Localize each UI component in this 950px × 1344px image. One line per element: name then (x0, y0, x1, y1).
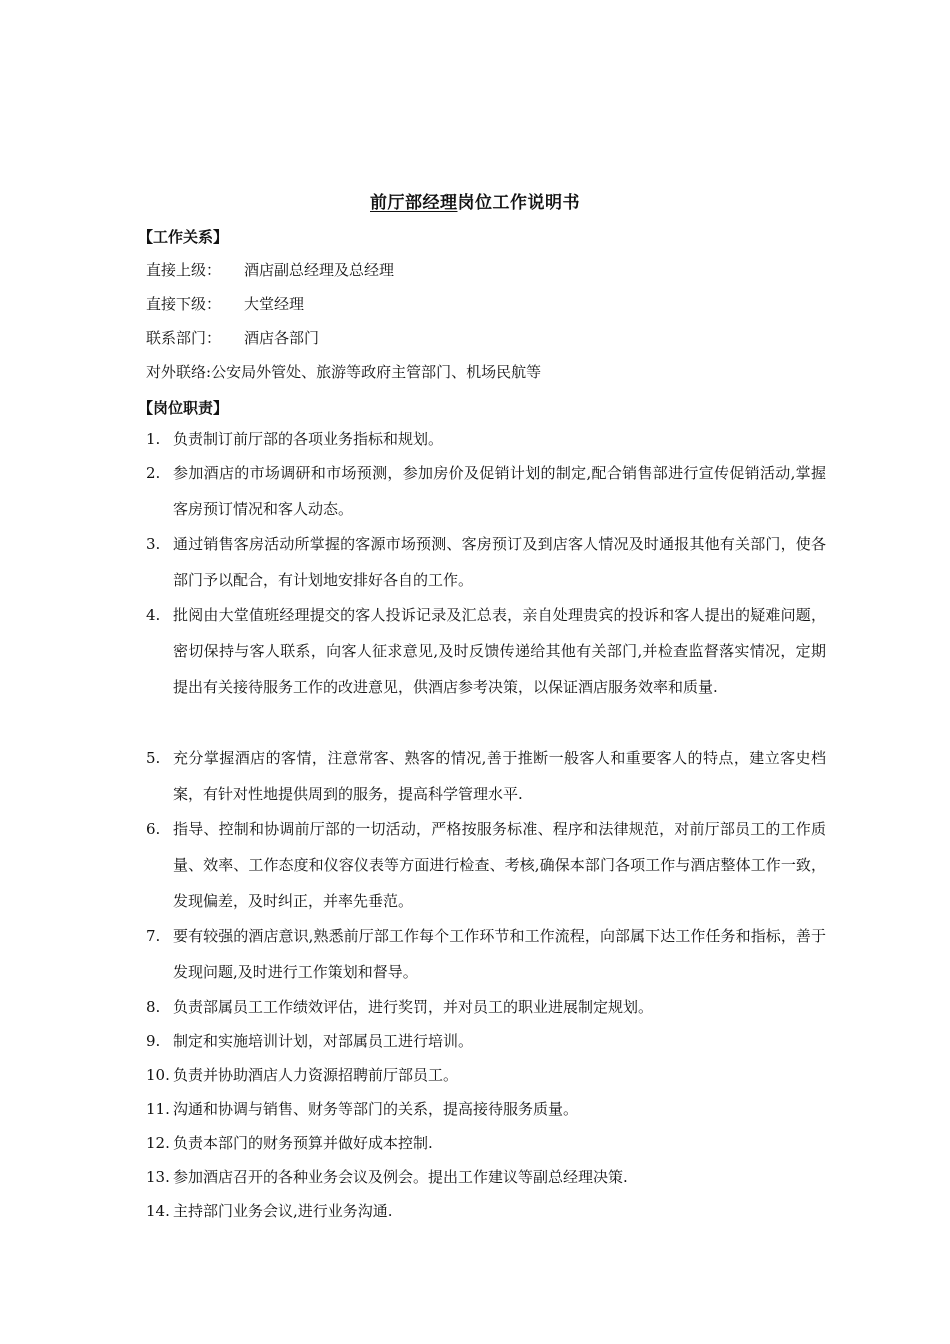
duty-number: 12. (146, 1134, 170, 1152)
title-underlined-part: 前厅部经理 (370, 193, 458, 213)
relation-row-departments (146, 327, 319, 348)
duties-heading: 【岗位职责】 (138, 399, 229, 417)
duty-text: 充分掌握酒店的客情，注意常客、熟客的情况,善于推断一般客人和重要客人的特点，建立客史档案，有针对性地提供周到的服务，提高科学管理水平. (173, 749, 826, 803)
duty-text: 要有较强的酒店意识,熟悉前厅部工作每个工作环节和工作流程，向部属下达工作任务和指标，善于发现问题,及时进行工作策划和督导。 (173, 927, 826, 981)
duty-item (146, 421, 826, 457)
duty-text: 通过销售客房活动所掌握的客源市场预测、客房预订及到店客人情况及时通报其他有关部门，使各部门予以配合，有计划地安排好各自的工作。 (173, 535, 826, 589)
duty-number: 3. (146, 535, 161, 553)
duty-number: 10. (146, 1066, 170, 1084)
duty-text: 参加酒店的市场调研和市场预测，参加房价及促销计划的制定,配合销售部进行宣传促销活动,掌握客房预订情况和客人动态。 (173, 464, 826, 518)
document-title (0, 188, 950, 213)
relation-label: 联系部门： (146, 329, 222, 347)
relation-row-superior (146, 259, 394, 280)
duty-number: 6. (146, 820, 161, 838)
duty-text: 制定和实施培训计划，对部属员工进行培训。 (173, 1032, 474, 1050)
duty-item (146, 1091, 826, 1127)
relation-value: 酒店副总经理及总经理 (244, 261, 395, 279)
relation-label: 对外联络: (146, 363, 212, 381)
duty-item (146, 989, 826, 1025)
duty-text: 主持部门业务会议,进行业务沟通. (173, 1202, 393, 1220)
duty-item (146, 1023, 826, 1059)
duty-item (146, 811, 826, 919)
duty-item (146, 1057, 826, 1093)
duty-number: 11. (146, 1100, 170, 1118)
duty-number: 9. (146, 1032, 161, 1050)
duty-text: 沟通和协调与销售、财务等部门的关系，提高接待服务质量。 (173, 1100, 579, 1118)
duty-number: 1. (146, 430, 161, 448)
duty-item (146, 1125, 826, 1161)
duty-number: 5. (146, 749, 161, 767)
duty-text: 批阅由大堂值班经理提交的客人投诉记录及汇总表，亲自处理贵宾的投诉和客人提出的疑难问题，密切保持与客人联系，向客人征求意见,及时反馈传递给其他有关部门,并检查监督落实情况，定期提出有关接待服务工作的改进意见，供酒店参考决策，以保证酒店服务效率和质量. (173, 606, 826, 696)
duty-text: 负责并协助酒店人力资源招聘前厅部员工。 (173, 1066, 459, 1084)
title-rest-part: 岗位工作说明书 (457, 193, 580, 213)
work-relations-heading: 【工作关系】 (138, 228, 229, 246)
duty-number: 14. (146, 1202, 170, 1220)
duty-item (146, 918, 826, 990)
duty-item (146, 526, 826, 598)
relation-value: 酒店各部门 (244, 329, 320, 347)
duty-number: 4. (146, 606, 161, 624)
relation-row-external (146, 361, 541, 382)
relation-value: 公安局外管处、旅游等政府主管部门、机场民航等 (211, 363, 542, 381)
duty-number: 8. (146, 998, 161, 1016)
duty-item (146, 1193, 826, 1229)
relation-label: 直接下级： (146, 295, 222, 313)
duty-text: 参加酒店召开的各种业务会议及例会。提出工作建议等副总经理决策. (173, 1168, 628, 1186)
duty-text: 负责本部门的财务预算并做好成本控制. (173, 1134, 433, 1152)
relation-value: 大堂经理 (244, 295, 305, 313)
relation-row-subordinate (146, 293, 304, 314)
duty-text: 负责部属员工工作绩效评估，进行奖罚，并对员工的职业进展制定规划。 (173, 998, 654, 1016)
duty-text: 负责制订前厅部的各项业务指标和规划。 (173, 430, 444, 448)
relation-label: 直接上级： (146, 261, 222, 279)
duty-item (146, 597, 826, 705)
duty-number: 2. (146, 464, 161, 482)
duty-text: 指导、控制和协调前厅部的一切活动，严格按服务标准、程序和法律规范，对前厅部员工的工作质量、效率、工作态度和仪容仪表等方面进行检查、考核,确保本部门各项工作与酒店整体工作一致，发现偏差，及时纠正，并率先垂范。 (173, 820, 826, 910)
duty-number: 7. (146, 927, 161, 945)
duty-item (146, 1159, 826, 1195)
duty-item (146, 740, 826, 812)
duty-item (146, 455, 826, 527)
duty-number: 13. (146, 1168, 170, 1186)
